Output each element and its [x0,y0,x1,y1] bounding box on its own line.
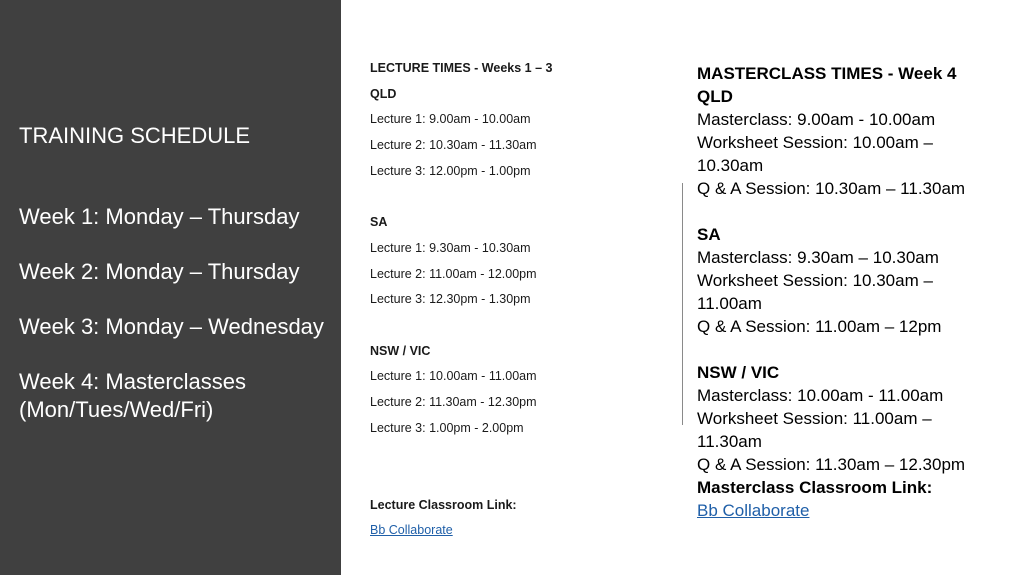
spacer [697,338,1017,361]
masterclass-classroom-link[interactable]: Bb Collaborate [697,501,810,520]
spacer [370,443,660,494]
lecture-nsw-2: Lecture 2: 11.30am - 12.30pm [370,394,537,409]
masterclass-link-label: Masterclass Classroom Link: [697,478,933,497]
column-divider [682,183,683,425]
week-list [19,203,349,423]
lecture-nsw-3: Lecture 3: 1.00pm - 2.00pm [370,420,524,435]
week-1: Week 1: Monday – Thursday [19,204,300,229]
spacer [370,186,660,212]
masterclass-qld-1: Masterclass: 9.00am - 10.00am [697,110,936,129]
lecture-qld-1: Lecture 1: 9.00am - 10.00am [370,112,531,127]
masterclass-sa-2: Worksheet Session: 10.30am – [697,271,933,290]
lecture-nsw-1: Lecture 1: 10.00am - 11.00am [370,369,537,384]
week-4-title: Week 4: Masterclasses [19,369,247,394]
lecture-classroom-link[interactable]: Bb Collaborate [370,523,453,538]
week-3: Week 3: Monday – Wednesday [19,314,324,339]
lecture-sa-1: Lecture 1: 9.30am - 10.30am [370,240,531,255]
masterclass-qld-label: QLD [697,87,733,106]
masterclass-sa-3: Q & A Session: 11.00am – 12pm [697,317,942,336]
masterclass-nsw-1: Masterclass: 10.00am - 11.00am [697,386,944,405]
week-4-days: (Mon/Tues/Wed/Fri) [19,396,214,422]
masterclass-sa-2b: 11.00am [697,294,762,313]
lecture-heading: LECTURE TIMES - Weeks 1 – 3 [370,61,553,75]
masterclass-nsw-label: NSW / VIC [697,363,780,382]
lecture-link-label: Lecture Classroom Link: [370,497,517,512]
masterclass-nsw-2: Worksheet Session: 11.00am – [697,409,932,428]
week-4 [19,368,349,423]
masterclass-sa-1: Masterclass: 9.30am – 10.30am [697,248,939,267]
masterclass-times [697,62,1017,522]
spacer [370,315,660,341]
schedule-title: TRAINING SCHEDULE [19,123,251,148]
masterclass-qld-2: Worksheet Session: 10.00am – [697,133,933,152]
masterclass-heading: MASTERCLASS TIMES - Week 4 [697,64,957,83]
lecture-qld-3: Lecture 3: 12.00pm - 1.00pm [370,163,531,178]
lecture-times [370,58,660,546]
masterclass-nsw-3: Q & A Session: 11.30am – 12.30pm [697,455,966,474]
masterclass-qld-3: Q & A Session: 10.30am – 11.30am [697,179,966,198]
lecture-sa-label: SA [370,215,388,230]
lecture-sa-3: Lecture 3: 12.30pm - 1.30pm [370,292,531,307]
lecture-qld-2: Lecture 2: 10.30am - 11.30am [370,138,537,153]
masterclass-sa-label: SA [697,225,721,244]
left-panel [0,0,341,575]
spacer [697,200,1017,223]
masterclass-nsw-2b: 11.30am [697,432,762,451]
week-2: Week 2: Monday – Thursday [19,259,300,284]
lecture-sa-2: Lecture 2: 11.00am - 12.00pm [370,266,537,281]
lecture-qld-label: QLD [370,86,397,101]
masterclass-qld-2b: 10.30am [697,156,764,175]
lecture-nsw-label: NSW / VIC [370,343,431,358]
